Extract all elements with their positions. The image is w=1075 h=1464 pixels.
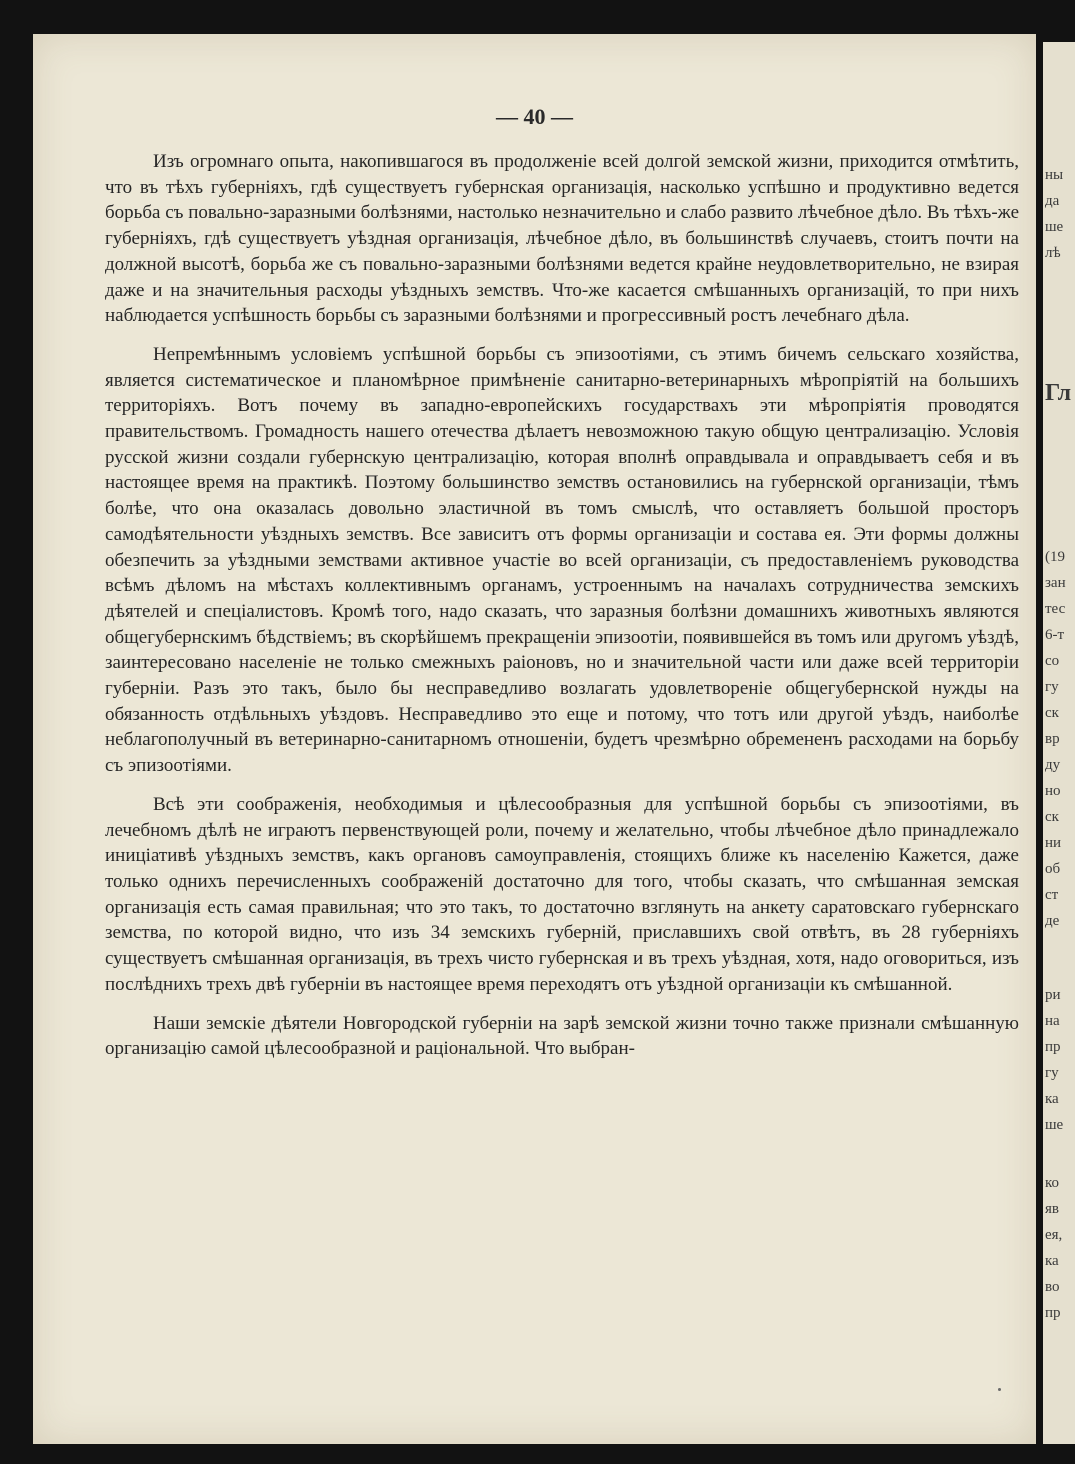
adjacent-fragment: гу [1045, 679, 1059, 695]
adjacent-fragment: ни [1045, 835, 1062, 851]
paragraph-3: Всѣ эти соображенія, необходимыя и цѣлесообразныя для успѣшной борьбы съ эпизоотіями, въ лечебномъ дѣлѣ не играютъ первенствующей роли, почему и желательно, чтобы лѣчебное дѣло принадлежало иниціативѣ уѣздныхъ земствъ, какъ органовъ самоуправленія, стоящихъ ближе къ населенію Кажется, даже только однихъ перечисленныхъ соображеній достаточно для того, чтобы сказать, что смѣшанная земская организація есть самая правильная; что это такъ, то достаточно взглянуть на анкету саратовскаго губернскаго земства, по которой видно, что изъ 34 земскихъ губерній, приславшихъ свой отвѣтъ, въ 28 губерніяхъ существуетъ смѣшанная организація, въ трехъ чисто губернская и въ трехъ уѣздная, хотя, надо оговориться, изъ послѣднихъ трехъ двѣ губерніи въ настоящее время переходятъ отъ уѣздной организаціи къ смѣшанной. [105, 793, 1019, 995]
page-text [105, 149, 1019, 1075]
adjacent-fragment: но [1045, 783, 1061, 799]
adjacent-fragment: на [1045, 1013, 1060, 1029]
paragraph-4: Наши земскіе дѣятели Новгородской губерніи на зарѣ земской жизни точно также признали смѣшанную организацію самой цѣлесообразной и раціональной. Что выбран- [105, 1012, 1019, 1060]
adjacent-fragment: гу [1045, 1065, 1059, 1081]
adjacent-fragment: ри [1045, 987, 1061, 1003]
print-speck [998, 1388, 1001, 1391]
adjacent-fragment: пр [1045, 1039, 1061, 1055]
page-number: — 40 — [496, 104, 573, 129]
adjacent-fragment: со [1045, 653, 1060, 669]
adjacent-page-edge [1043, 42, 1075, 1444]
adjacent-fragment: (19 [1045, 549, 1065, 565]
adjacent-fragment: лѣ [1045, 245, 1061, 261]
book-page [33, 34, 1036, 1444]
paragraph-1: Изъ огромнаго опыта, накопившагося въ продолженіе всей долгой земской жизни, приходится отмѣтить, что въ тѣхъ губерніяхъ, гдѣ существуетъ губернская организація, насколько успѣшно и продуктивно ведется борьба съ повально-заразными болѣзнями, настолько незначительно и слабо развито лѣчебное дѣло. Въ тѣхъ-же губерніяхъ, гдѣ существуетъ уѣздная организація, лѣчебное дѣло, въ большинствѣ случаевъ, стоитъ почти на должной высотѣ, борьба же съ повально-заразными болѣзнями ведется крайне неудовлетворительно, не взирая даже и на значительныя расходы уѣздныхъ земствъ. Что-же касается смѣшанныхъ организацій, то при нихъ наблюдается успѣшность борьбы съ заразными болѣзнями и прогрессивный ростъ лечебнаго дѣла. [105, 151, 1019, 327]
adjacent-fragment: об [1045, 861, 1061, 877]
adjacent-fragment: ко [1045, 1175, 1060, 1191]
adjacent-fragment: ду [1045, 757, 1061, 773]
adjacent-fragment: вр [1045, 731, 1060, 747]
paragraph-2: Непремѣннымъ условіемъ успѣшной борьбы съ эпизоотіями, съ этимъ бичемъ сельскаго хозяйства, является систематическое и планомѣрное примѣненіе санитарно-ветеринарныхъ мѣропріятій на большихъ территоріяхъ. Вотъ почему въ западно-европейскихъ государствахъ эти мѣропріятія проводятся правительствомъ. Громадность нашего отечества дѣлаетъ невозможною такую общую централизацію. Условія русской жизни создали губернскую централизацію, которая вполнѣ оправдывала и оправдываетъ себя и въ настоящее время на практикѣ. Поэтому большинство земствъ остановились на губернской организаціи, тѣмъ болѣе, что она оказалась довольно эластичной въ томъ смыслѣ, что оставляетъ большой просторъ самодѣятельности уѣздныхъ земствъ. Все зависитъ отъ формы организаціи и состава ея. Эти формы должны обезпечить за уѣздными земствами активное участіе во всей организаціи, съ предоставленіемъ руководства всѣмъ дѣломъ на мѣстахъ коллективнымъ органамъ, устроеннымъ на началахъ сотрудничества земскихъ дѣятелей и спеціалистовъ. Кромѣ того, надо сказать, что заразныя болѣзни домашнихъ животныхъ являются общегубернскимъ бѣдствіемъ; въ скорѣйшемъ прекращеніи эпизоотіи, появившейся въ томъ или другомъ уѣздѣ, заинтересовано населеніе не только смежныхъ раіоновъ, но и значительной части или даже всей территоріи губерніи. Разъ это такъ, было бы несправедливо возлагать удовлетвореніе общегубернской нужды на обязанность отдѣльныхъ уѣздовъ. Несправедливо это еще и потому, что тотъ или другой уѣздъ, наиболѣе неблагополучный въ ветеринарно-санитарномъ отношеніи, будетъ чрезмѣрно обремененъ расходами на борьбу съ эпизоотіями. [105, 343, 1019, 777]
adjacent-fragment: ея, [1045, 1227, 1063, 1243]
adjacent-fragment: тес [1045, 601, 1066, 617]
adjacent-fragment: во [1045, 1279, 1060, 1295]
adjacent-fragment: ст [1045, 887, 1059, 903]
adjacent-fragment: ск [1045, 705, 1059, 721]
adjacent-fragment: де [1045, 913, 1060, 929]
adjacent-fragment: ше [1045, 219, 1064, 235]
adjacent-fragment: ше [1045, 1117, 1064, 1133]
adjacent-fragment: ка [1045, 1253, 1059, 1269]
adjacent-fragment: зан [1045, 575, 1066, 591]
adjacent-fragment: ны [1045, 167, 1064, 183]
adjacent-fragment: 6-т [1045, 627, 1065, 643]
adjacent-fragment: яв [1045, 1201, 1059, 1217]
adjacent-heading-fragment: Гл [1045, 380, 1072, 406]
adjacent-fragment: ск [1045, 809, 1059, 825]
adjacent-fragment: ка [1045, 1091, 1059, 1107]
adjacent-fragment: пр [1045, 1305, 1061, 1321]
adjacent-fragment: да [1045, 193, 1060, 209]
